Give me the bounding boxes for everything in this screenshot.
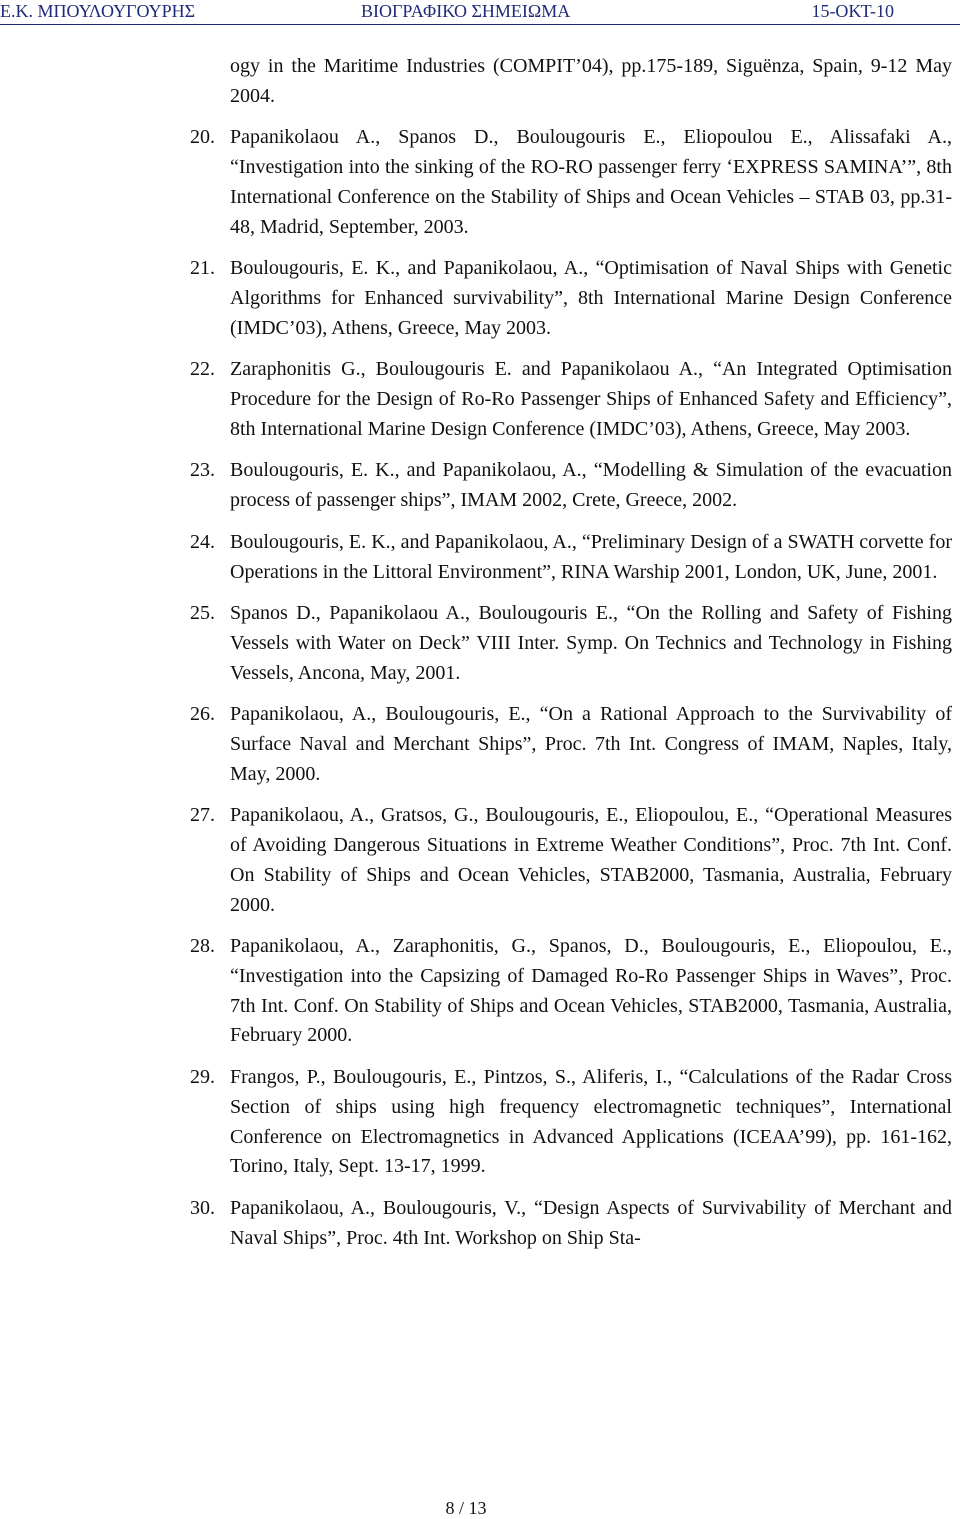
reference-item xyxy=(190,355,952,444)
reference-text: Spanos D., Papanikolaou A., Boulougouris E., “On the Rolling and Safety of Fishing Vessels with Water on Deck” VIII Inter. Symp. On Technics and Technology in Fishing Vessels, Ancona, May, 2001. xyxy=(230,602,952,684)
reference-number: 20. xyxy=(190,126,215,149)
reference-number: 27. xyxy=(190,804,215,827)
reference-number: 21. xyxy=(190,257,215,280)
page-number: 8 / 13 xyxy=(445,1498,487,1518)
reference-item xyxy=(190,52,952,111)
reference-item xyxy=(190,801,952,920)
reference-number: 22. xyxy=(190,358,215,381)
reference-text: ogy in the Maritime Industries (COMPIT’04), pp.175-189, Siguënza, Spain, 9-12 May 2004. xyxy=(230,55,952,107)
reference-number: 23. xyxy=(190,459,215,482)
reference-item xyxy=(190,1063,952,1182)
reference-text: Boulougouris, E. K., and Papanikolaou, A., “Preliminary Design of a SWATH corvette for Operations in the Littoral Environment”, RINA Warship 2001, London, UK, June, 2001. xyxy=(230,530,952,583)
reference-text: Papanikolaou, A., Gratsos, G., Boulougouris, E., Eliopoulou, E., “Operational Measures of Avoiding Dangerous Situations in Extreme Weather Conditions”, Proc. 7th Int. Conf. On Stability of Ships and Ocean Vehicles, STAB2000, Tasmania, Australia, February 2000. xyxy=(230,804,952,916)
reference-number: 29. xyxy=(190,1066,215,1089)
reference-text: Papanikolaou, A., Boulougouris, V., “Design Aspects of Survivability of Merchant and Naval Ships”, Proc. 4th Int. Workshop on Ship Sta- xyxy=(230,1196,952,1249)
page-footer xyxy=(0,1497,960,1519)
header-author: Ε.Κ. ΜΠΟΥΛΟΥΓΟΥΡΗΣ xyxy=(0,1,196,21)
reference-text: Zaraphonitis G., Boulougouris E. and Papanikolaou A., “An Integrated Optimisation Procedure for the Design of Ro-Ro Passenger Ships of Enhanced Safety and Efficiency”, 8th International Marine Design Conference (IMDC’03), Athens, Greece, May 2003. xyxy=(230,358,952,440)
reference-item xyxy=(190,1194,952,1253)
header-date: 15-ΟΚΤ-10 xyxy=(811,1,894,21)
reference-text: Papanikolaou, A., Zaraphonitis, G., Spanos, D., Boulougouris, E., Eliopoulou, E., “Investigation into the Capsizing of Damaged Ro-Ro Passenger Ships in Waves”, Proc. 7th Int. Conf. On Stability of Ships and Ocean Vehicles, STAB2000, Tasmania, Australia, February 2000. xyxy=(230,935,952,1047)
reference-number: 28. xyxy=(190,935,215,958)
reference-item xyxy=(190,700,952,789)
reference-item xyxy=(190,599,952,688)
reference-text: Papanikolaou A., Spanos D., Boulougouris E., Eliopoulou E., Alissafaki A., “Investigation into the sinking of the RO-RO passenger ferry ‘EXPRESS SAMINA’”, 8th International Conference on the Stability of Ships and Ocean Vehicles – STAB 03, pp.31-48, Madrid, September, 2003. xyxy=(230,126,952,238)
reference-list xyxy=(190,52,952,1265)
reference-text: Papanikolaou, A., Boulougouris, E., “On a Rational Approach to the Survivability of Surface Naval and Merchant Ships”, Proc. 7th Int. Congress of IMAM, Naples, Italy, May, 2000. xyxy=(230,703,952,785)
reference-number: 25. xyxy=(190,602,215,625)
header-document-title: ΒΙΟΓΡΑΦΙΚΟ ΣΗΜΕΙΩΜΑ xyxy=(361,1,571,21)
reference-number: 24. xyxy=(190,530,215,553)
reference-text: Boulougouris, E. K., and Papanikolaou, A., “Modelling & Simulation of the evacuation process of passenger ships”, IMAM 2002, Crete, Greece, 2002. xyxy=(230,459,952,512)
reference-item xyxy=(190,932,952,1051)
reference-item xyxy=(190,528,952,587)
reference-item xyxy=(190,254,952,343)
reference-text: Boulougouris, E. K., and Papanikolaou, A., “Optimisation of Naval Ships with Genetic Algorithms for Enhanced survivability”, 8th International Marine Design Conference (IMDC’03), Athens, Greece, May 2003. xyxy=(230,257,952,339)
reference-text: Frangos, P., Boulougouris, E., Pintzos, S., Aliferis, I., “Calculations of the Radar Cross Section of ships using high frequency electromagnetic techniques”, International Conference on Electromagnetics in Advanced Applications (ICEAA’99), pp. 161-162, Torino, Italy, Sept. 13-17, 1999. xyxy=(230,1066,952,1178)
header-divider xyxy=(0,24,960,25)
page-header xyxy=(0,0,960,26)
reference-item xyxy=(190,123,952,242)
reference-item xyxy=(190,456,952,515)
reference-number: 30. xyxy=(190,1196,215,1219)
reference-number: 26. xyxy=(190,703,215,726)
